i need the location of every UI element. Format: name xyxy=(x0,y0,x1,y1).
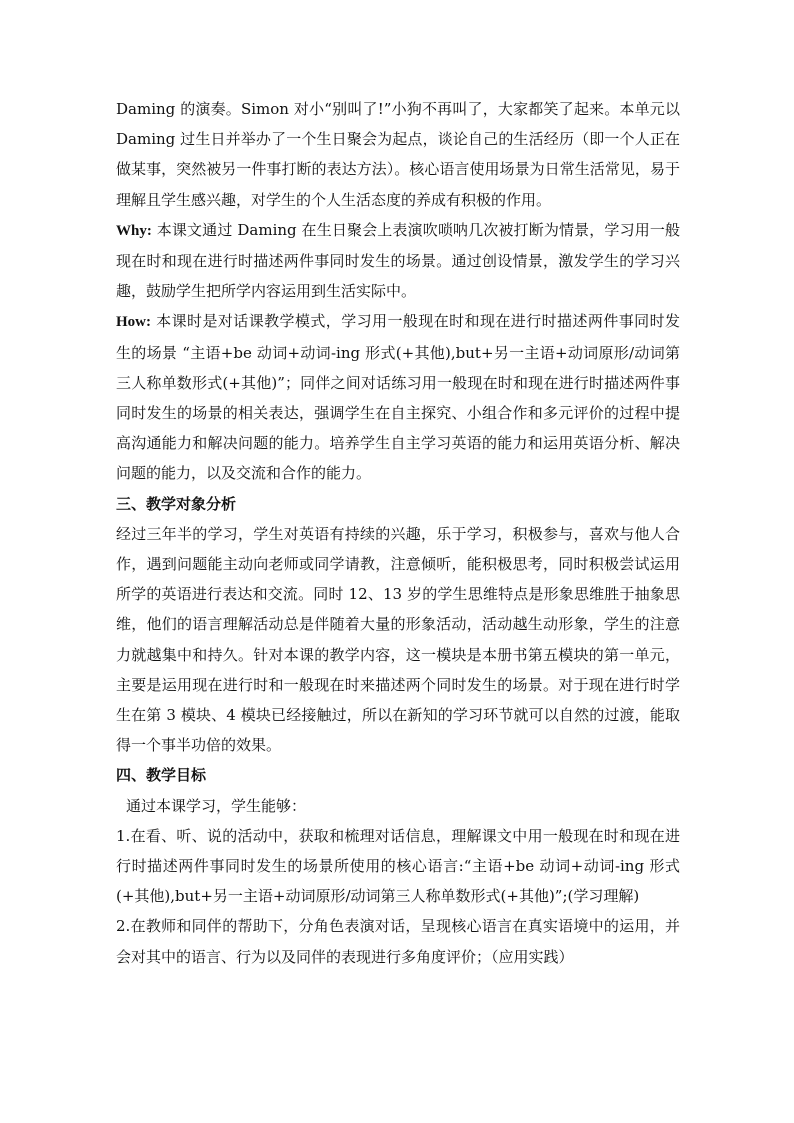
section-heading-student-analysis: 三、教学对象分析 xyxy=(116,494,237,513)
objective-item-1: 1.在看、听、说的活动中，获取和梳理对话信息，理解课文中用一般现在时和现在进行时描述两件事同时发生的场景所使用的核心语言:“主语+be 动词+动词-ing 形式(+其他),but+另一主语+动词原形/动词第三人称单数形式(+其他)”;(学习理解) xyxy=(116,826,680,906)
objectives-intro: 通过本课学习，学生能够： xyxy=(126,796,307,815)
paragraph-student-analysis: 经过三年半的学习，学生对英语有持续的兴趣，乐于学习，积极参与，喜欢与他人合作，遇到问题能主动向老师或同学请教，注意倾听，能积极思考，同时积极尝试运用所学的英语进行表达和交流。同时 12、13 岁的学生思维特点是形象思维胜于抽象思维，他们的语言理解活动总是伴随着大量的形象活动，活动越生动形象，学生的注意力就越集中和持久。针对本课的教学内容，这一模块是本册书第五模块的第一单元，主要是运用现在进行时和一般现在时来描述两个同时发生的场景。对于现在进行时学生在第 3 模块、4 模块已经接触过，所以在新知的学习环节就可以自然的过渡，能取得一个事半功倍的效果。 xyxy=(116,524,680,755)
how-text: 本课时是对话课教学模式，学习用一般现在时和现在进行时描述两件事同时发生的场景 “主语+be 动词+动词-ing 形式(+其他),but+另一主语+动词原形/动词第三人称单数形式(+其他)”；同伴之间对话练习用一般现在时和现在进行时描述两件事同时发生的场景的相关表达，强调学生在自主探究、小组合作和多元评价的过程中提高沟通能力和解决问题的能力。培养学生自主学习英语的能力和运用英语分析、解决问题的能力，以及交流和合作的能力。 xyxy=(116,312,680,483)
paragraph-intro: Daming 的演奏。Simon 对小“别叫了!”小狗不再叫了，大家都笑了起来。本单元以 Daming 过生日并举办了一个生日聚会为起点，谈论自己的生活经历（即一个人正在做某事，突然被另一件事打断的表达方法）。核心语言使用场景为日常生活常见，易于理解且学生感兴趣，对学生的个人生活态度的养成有积极的作用。 xyxy=(116,100,680,209)
paragraph-how xyxy=(116,306,680,488)
how-label: How: xyxy=(116,314,151,331)
section-heading-teaching-objectives: 四、教学目标 xyxy=(116,766,207,785)
paragraph-why xyxy=(116,215,680,307)
why-text: 本课文通过 Daming 在生日聚会上表演吹唢呐几次被打断为情景，学习用一般现在时和现在进行时描述两件事同时发生的场景。通过创设情景，激发学生的学习兴趣，鼓励学生把所学内容运用到生活实际中。 xyxy=(116,220,680,301)
document-body xyxy=(116,94,680,972)
why-label: Why: xyxy=(116,222,152,239)
objective-item-2: 2.在教师和同伴的帮助下，分角色表演对话，呈现核心语言在真实语境中的运用，并会对其中的语言、行为以及同伴的表现进行多角度评价；（应用实践） xyxy=(116,917,680,966)
